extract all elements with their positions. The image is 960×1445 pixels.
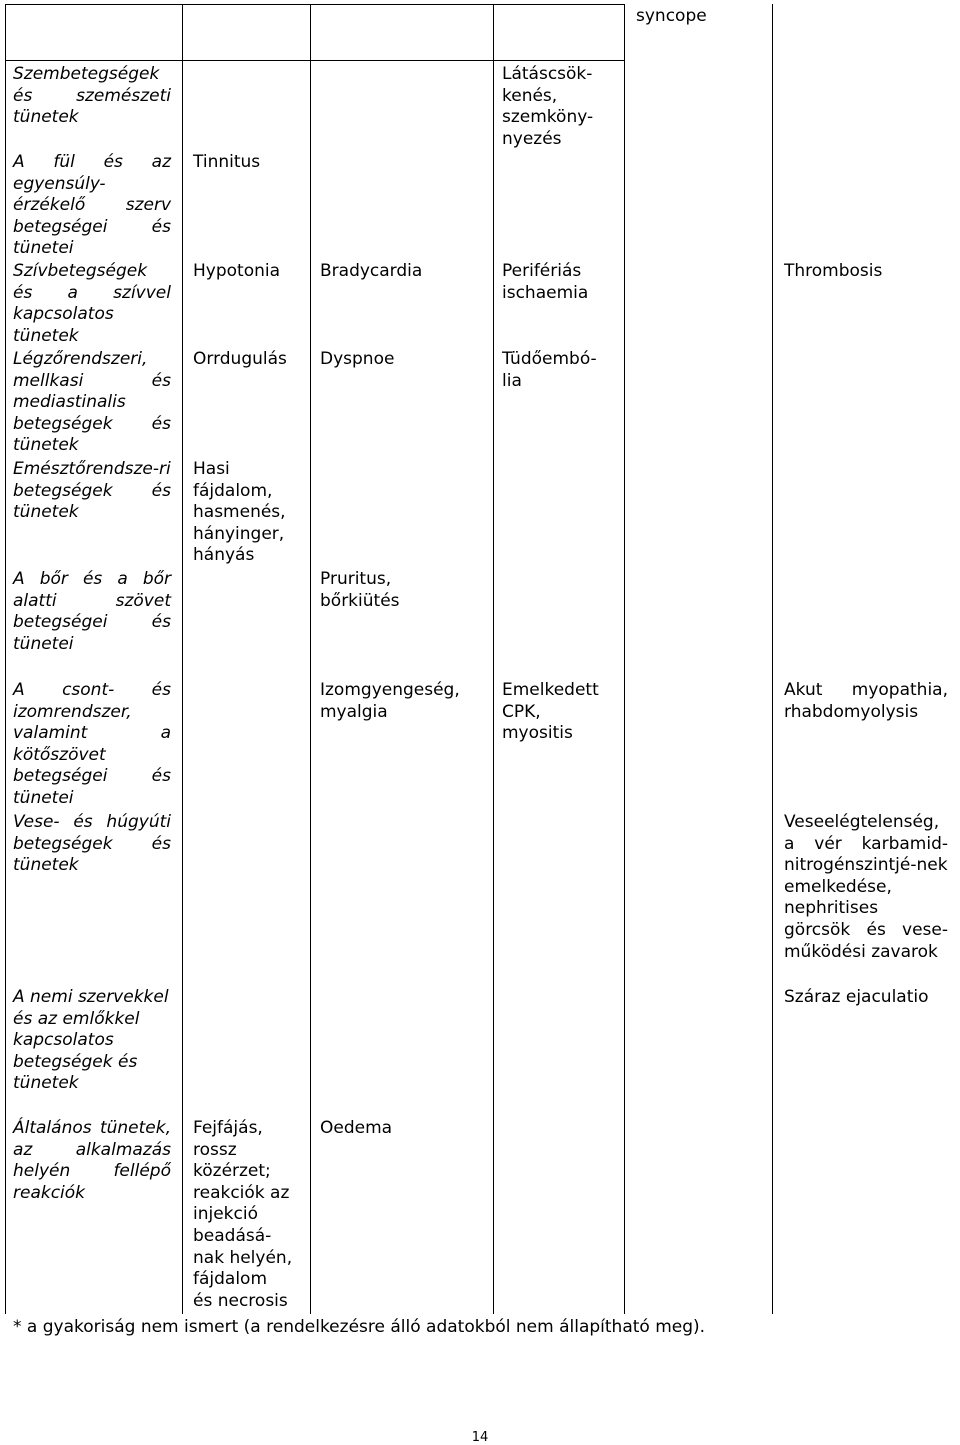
row-eye-col3: Látáscsök- kenés, szemköny- nyezés xyxy=(502,64,594,149)
table-divider-1 xyxy=(182,4,183,1314)
table-divider-3 xyxy=(493,4,494,1314)
row-musculoskeletal-col3: Emelkedett CPK, myositis xyxy=(502,680,599,744)
table-border-top-right xyxy=(182,4,624,5)
category-reproductive: A nemi szervekkel és az emlőkkel kapcsolatos betegségek és tünetek xyxy=(13,987,169,1094)
row-heart-col5: Thrombosis xyxy=(784,261,883,281)
row-heart-col3: Perifériás ischaemia xyxy=(502,261,589,303)
table-divider-4 xyxy=(624,4,625,1314)
table-divider-5 xyxy=(772,4,773,1314)
row-renal-col5: Veseelégtelenség, a vér karbamid-nitrogénszintjé-nek emelkedése, nephritises görcsök és vese-működési zavarok xyxy=(784,812,948,962)
row-heart-col1: Hypotonia xyxy=(193,261,281,281)
category-digestive: Emésztőrendsze-ri betegségek és tünetek xyxy=(13,459,171,523)
row-general-col1: Fejfájás, rossz közérzet; reakciók az injekció beadásá- nak helyén, fájdalom és necrosis xyxy=(193,1118,293,1311)
page-number: 14 xyxy=(471,1430,489,1445)
row-digestive-col1: Hasi fájdalom, hasmenés, hányinger, hányás xyxy=(193,459,286,566)
table-border-left xyxy=(5,4,6,1314)
footnote: * a gyakoriság nem ismert (a rendelkezésre álló adatokból nem állapítható meg). xyxy=(13,1317,706,1337)
row-musculoskeletal-col5: Akut myopathia, rhabdomyolysis xyxy=(784,680,948,722)
row-musculoskeletal-col2: Izomgyengeség, myalgia xyxy=(320,680,460,722)
row-respiratory-col3: Tüdőembó- lia xyxy=(502,349,597,391)
category-eye: Szembetegségek és szemészeti tünetek xyxy=(13,64,171,128)
category-ear: A fül és az egyensúly-érzékelő szerv betegségei és tünetei xyxy=(13,152,171,259)
row-heart-col2: Bradycardia xyxy=(320,261,423,281)
category-renal: Vese- és húgyúti betegségek és tünetek xyxy=(13,812,171,876)
category-skin: A bőr és a bőr alatti szövet betegségei és tünetei xyxy=(13,569,171,654)
frequency-header: syncope xyxy=(636,6,707,26)
table-header-rule xyxy=(5,60,624,61)
row-general-col2: Oedema xyxy=(320,1118,393,1138)
row-reproductive-col5: Száraz ejaculatio xyxy=(784,987,929,1007)
category-general: Általános tünetek, az alkalmazás helyén fellépő reakciók xyxy=(13,1118,171,1203)
category-respiratory: Légzőrendszeri, mellkasi és mediastinalis betegségek és tünetek xyxy=(13,349,171,456)
row-respiratory-col1: Orrdugulás xyxy=(193,349,287,369)
category-musculoskeletal: A csont- és izomrendszer, valamint a kötőszövet betegségei és tünetei xyxy=(13,680,171,808)
row-respiratory-col2: Dyspnoe xyxy=(320,349,395,369)
category-heart: Szívbetegségek és a szívvel kapcsolatos tünetek xyxy=(13,261,171,346)
table-divider-2 xyxy=(310,4,311,1314)
row-skin-col2: Pruritus, bőrkiütés xyxy=(320,569,400,611)
table-border-top-left xyxy=(5,4,182,5)
row-ear-col1: Tinnitus xyxy=(193,152,261,172)
